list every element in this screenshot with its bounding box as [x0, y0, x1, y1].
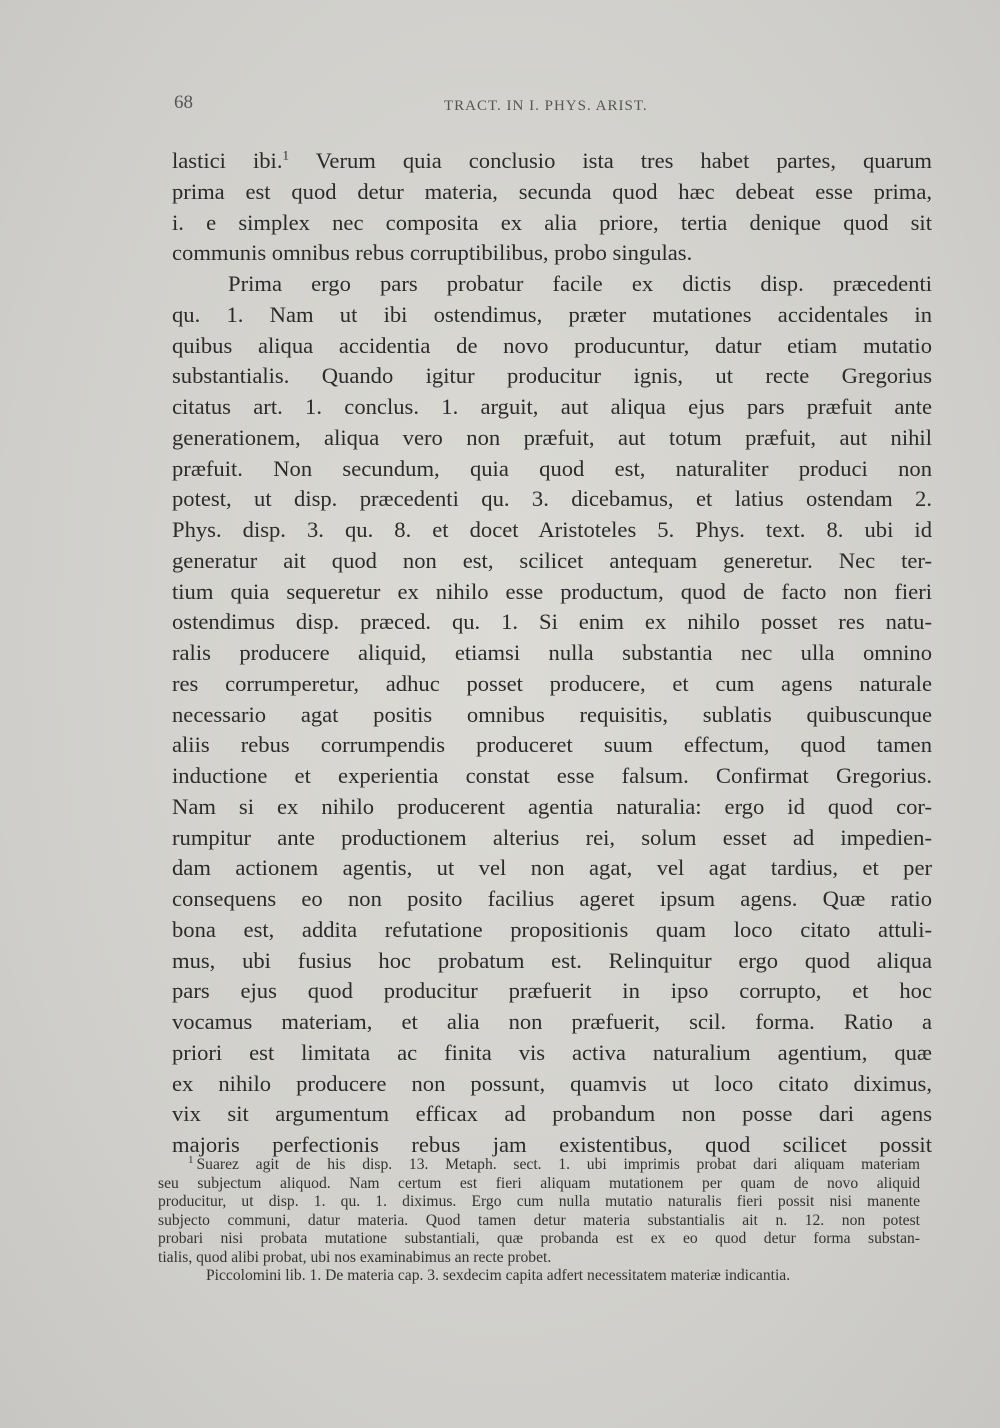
text-line: necessario agat positis omnibus requisitis, sublatis quibuscunque: [172, 701, 932, 727]
text-line: potest, ut disp. præcedenti qu. 3. dicebamus, et latius ostendam 2.: [172, 486, 932, 512]
page-number: 68: [174, 92, 193, 113]
text-line: prima est quod detur materia, secunda quod hæc debeat esse prima,: [172, 178, 932, 204]
main-text: [172, 146, 932, 1161]
text-line: ostendimus disp. præced. qu. 1. Si enim ex nihilo posset res natu-: [172, 609, 932, 635]
footnote-line: producitur, ut disp. 1. qu. 1. diximus. Ergo cum nulla mutatio naturalis fieri possit nisi manente: [158, 1193, 920, 1210]
footnotes: [158, 1156, 920, 1286]
text-line: ex nihilo producere non possunt, quamvis ut loco citato diximus,: [172, 1070, 932, 1096]
text-line: rumpitur ante productionem alterius rei, solum esset ad impedien-: [172, 824, 932, 850]
text-line: communis omnibus rebus corruptibilibus, probo singulas.: [172, 240, 693, 266]
text-line: generatur ait quod non est, scilicet antequam generetur. Nec ter-: [172, 547, 932, 573]
text-line: citatus art. 1. conclus. 1. arguit, aut aliqua ejus pars præfuit ante: [172, 394, 932, 419]
text-line: Phys. disp. 3. qu. 8. et docet Aristoteles 5. Phys. text. 8. ubi id: [172, 517, 932, 542]
text-line: Nam si ex nihilo producerent agentia naturalia: ergo id quod cor-: [172, 793, 932, 819]
text-line: i. e simplex nec composita ex alia priore, tertia denique quod sit: [172, 209, 932, 235]
footnote-line: tialis, quod alibi probat, ubi nos examinabimus an recte probet.: [158, 1248, 552, 1266]
text-line: majoris perfectionis rebus jam existentibus, quod scilicet possit: [172, 1132, 932, 1157]
text-line: generationem, aliqua vero non præfuit, aut totum præfuit, aut nihil: [172, 424, 932, 450]
text-line: bona est, addita refutatione propositionis quam loco citato attuli-: [172, 916, 932, 942]
page-header: [174, 92, 924, 122]
running-head: TRACT. IN I. PHYS. ARIST.: [444, 98, 648, 114]
text-line: ralis producere aliquid, etiamsi nulla substantia nec ulla omnino: [172, 640, 932, 665]
text-line: pars ejus quod producitur præfuerit in ipso corrupto, et hoc: [172, 978, 932, 1004]
text-line: tium quia sequeretur ex nihilo esse productum, quod de facto non fieri: [172, 578, 932, 604]
footnote-line: probari nisi probata mutatione substantiali, quæ probanda est ex eo quod detur forma substan-: [158, 1230, 920, 1247]
text-line: qu. 1. Nam ut ibi ostendimus, præter mutationes accidentales in: [172, 301, 932, 327]
text-line: præfuit. Non secundum, quia quod est, naturaliter produci non: [172, 455, 932, 481]
text-line: vix sit argumentum efficax ad probandum non posse dari agens: [172, 1101, 932, 1127]
footnote-line: subjecto communi, datur materia. Quod tamen detur materia substantialis ait n. 12. non potest: [158, 1211, 920, 1229]
footnote-line: $^1$ Suarez agit de his disp. 13. Metaph. sect. 1. ubi imprimis probat dari aliquam materiam: [158, 1156, 920, 1175]
footnote-line: Piccolomini lib. 1. De materia cap. 3. sexdecim capita adfert necessitatem materiæ indicantia.: [206, 1267, 791, 1284]
footnote-number: 1: [188, 1156, 194, 1166]
text-line: res corrumperetur, adhuc posset producere, et cum agens naturale: [172, 670, 932, 696]
text-line: quibus aliqua accidentia de novo producuntur, datur etiam mutatio: [172, 332, 932, 358]
text-line: dam actionem agentis, ut vel non agat, vel agat tardius, et per: [172, 855, 932, 881]
text-line: consequens eo non posito facilius ageret ipsum agens. Quæ ratio: [172, 886, 932, 911]
text-line: priori est limitata ac finita vis activa naturalium agentium, quæ: [172, 1039, 932, 1065]
text-line: lastici ibi.$^1$ Verum quia conclusio ista tres habet partes, quarum: [172, 147, 932, 173]
text-line: substantialis. Quando igitur producitur ignis, ut recte Gregorius: [172, 363, 932, 389]
text-line: vocamus materiam, et alia non præfuerit, scil. forma. Ratio a: [172, 1009, 932, 1034]
text-line: Prima ergo pars probatur facile ex dictis disp. præcedenti: [228, 271, 932, 296]
footnote-marker: 1: [282, 147, 289, 163]
footnote-line: seu subjectum aliquod. Nam certum est fieri aliquam mutationem per quam de novo aliquid: [158, 1174, 920, 1192]
text-line: inductione et experientia constat esse falsum. Confirmat Gregorius.: [172, 763, 932, 788]
text-line: aliis rebus corrumpendis produceret suum effectum, quod tamen: [172, 732, 932, 758]
text-line: mus, ubi fusius hoc probatum est. Relinquitur ergo quod aliqua: [172, 947, 932, 973]
